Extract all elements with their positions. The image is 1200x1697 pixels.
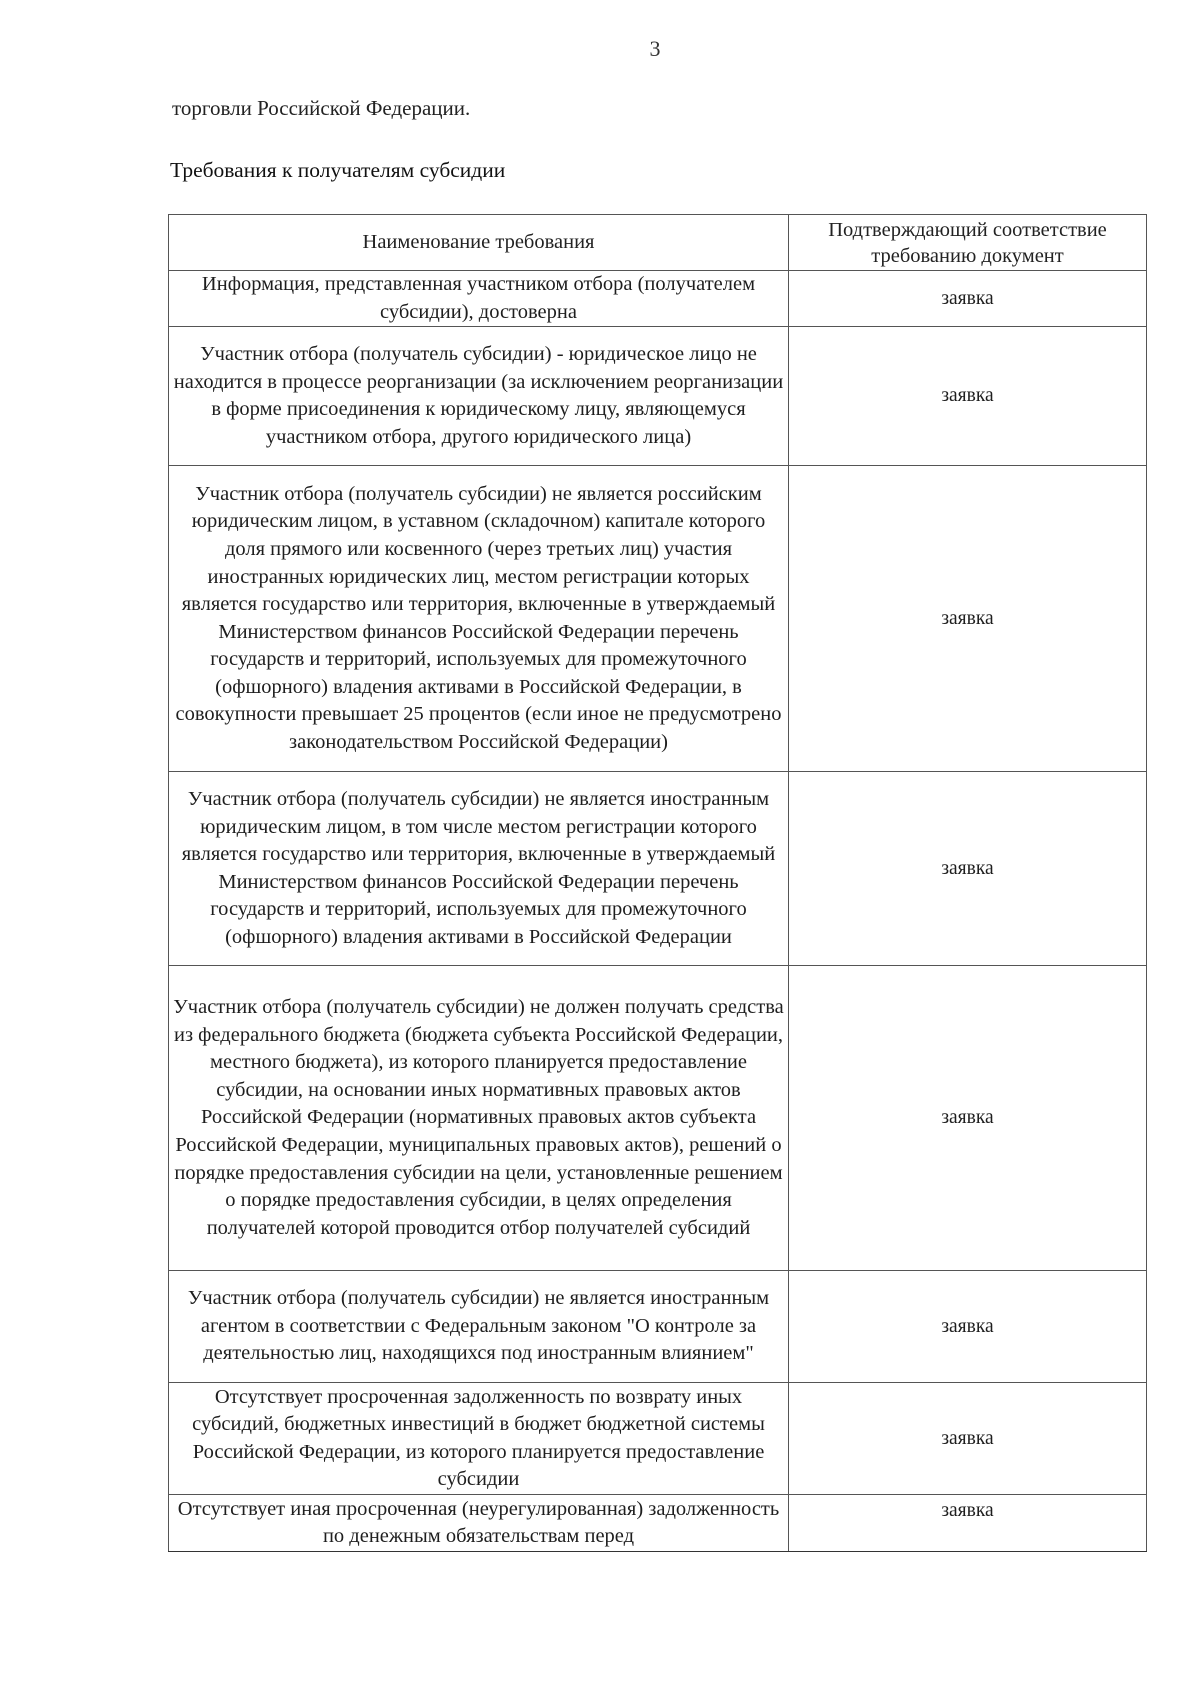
intro-text: торговли Российской Федерации. [172, 96, 471, 120]
document-cell: заявка [789, 271, 1147, 327]
table-row [169, 271, 1147, 327]
document-cell: заявка [789, 966, 1147, 1271]
document-cell: заявка [789, 466, 1147, 772]
table-row [169, 327, 1147, 466]
table-header-row [169, 215, 1147, 271]
requirements-table [168, 214, 1147, 1552]
document-cell: заявка [789, 772, 1147, 966]
requirement-cell: Участник отбора (получатель субсидии) не должен получать средства из федерального бюджета (бюджета субъекта Российской Федерации, местного бюджета), из которого планируется предоставление субсидии, на основании иных нормативных правовых актов Российской Федерации (нормативных правовых актов субъекта Российской Федерации, муниципальных правовых актов), решений о порядке предоставления субсидии на цели, установленные решением о порядке предоставления субсидии, в целях определения получателей которой проводится отбор получателей субсидий [169, 966, 789, 1271]
document-cell: заявка [789, 1271, 1147, 1383]
requirement-cell: Информация, представленная участником отбора (получателем субсидии), достоверна [169, 271, 789, 327]
table-row [169, 1495, 1147, 1552]
requirement-cell: Отсутствует просроченная задолженность по возврату иных субсидий, бюджетных инвестиций в бюджет бюджетной системы Российской Федерации, из которого планируется предоставление субсидии [169, 1383, 789, 1495]
requirement-cell: Участник отбора (получатель субсидии) не является иностранным юридическим лицом, в том числе местом регистрации которого является государство или территория, включенные в утверждаемый Министерством финансов Российской Федерации перечень государств и территорий, используемых для промежуточного (офшорного) владения активами в Российской Федерации [169, 772, 789, 966]
document-cell: заявка [789, 1383, 1147, 1495]
requirement-cell: Участник отбора (получатель субсидии) не является российским юридическим лицом, в уставном (складочном) капитале которого доля прямого или косвенного (через третьих лиц) участия иностранных юридических лиц, местом регистрации которых является государство или территория, включенные в утверждаемый Министерством финансов Российской Федерации перечень государств и территорий, используемых для промежуточного (офшорного) владения активами в Российской Федерации, в совокупности превышает 25 процентов (если иное не предусмотрено законодательством Российской Федерации) [169, 466, 789, 772]
table-row [169, 1383, 1147, 1495]
table-row [169, 966, 1147, 1271]
requirement-cell: Отсутствует иная просроченная (неурегулированная) задолженность по денежным обязательствам перед [169, 1495, 789, 1552]
table-row [169, 1271, 1147, 1383]
header-document: Подтверждающий соответствие требованию документ [789, 215, 1147, 271]
table-row [169, 466, 1147, 772]
header-requirement: Наименование требования [169, 215, 789, 271]
section-title: Требования к получателям субсидии [170, 158, 506, 182]
table-row [169, 772, 1147, 966]
requirement-cell: Участник отбора (получатель субсидии) не является иностранным агентом в соответствии с Федеральным законом "О контроле за деятельностью лиц, находящихся под иностранным влиянием" [169, 1271, 789, 1383]
requirement-cell: Участник отбора (получатель субсидии) - юридическое лицо не находится в процессе реорганизации (за исключением реорганизации в форме присоединения к юридическому лицу, являющемуся участником отбора, другого юридического лица) [169, 327, 789, 466]
page-number: 3 [649, 36, 661, 61]
document-cell: заявка [789, 1495, 1147, 1552]
document-cell: заявка [789, 327, 1147, 466]
